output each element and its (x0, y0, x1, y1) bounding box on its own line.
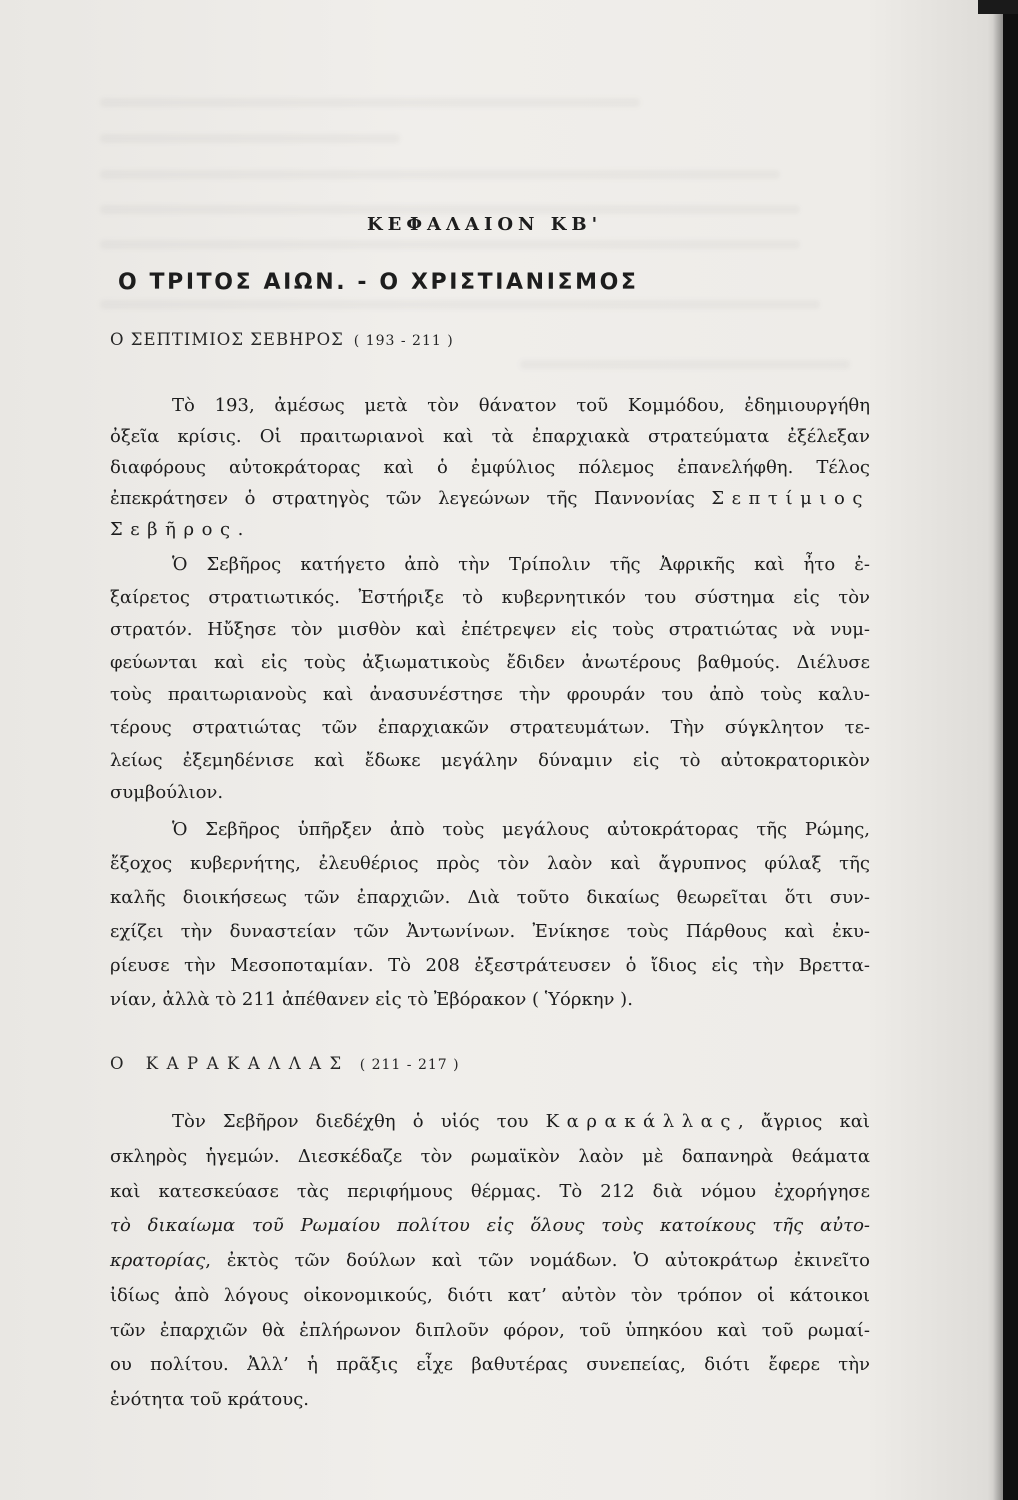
text-run: νίαν, ἀλλὰ τὸ 211 ἀπέθανεν εἰς τὸ Ἐβόρακον ( Ὑόρκην ). (110, 989, 633, 1010)
chapter-number: ΚΕΦΑΛΑΙΟΝ ΚΒ' (367, 214, 603, 235)
text-line (110, 421, 870, 452)
bleed-through-shadow (100, 98, 640, 107)
text-line (110, 614, 870, 647)
text-run: , ἄγριος καὶ (738, 1111, 870, 1132)
text-line (110, 881, 870, 915)
text-run: ἰδίως ἀπὸ λόγους οἰκονομικούς, διότι κατ’ αὐτὸν τὸν τρόπον οἱ κάτοικοι (110, 1284, 870, 1306)
section-heading-name: Ο ΚΑΡΑΚΑΛΛΑΣ (110, 1054, 350, 1073)
bleed-through-shadow (100, 170, 780, 179)
text-line (110, 983, 870, 1017)
italic-text: κρατορίας (110, 1250, 206, 1271)
text-run: ξαίρετος στρατιωτικός. Ἐστήριξε τὸ κυβερνητικόν του σύστημα εἰς τὸν (110, 586, 870, 608)
bleed-through-shadow (520, 360, 850, 369)
text-run: Ὁ Σεβῆρος κατήγετο ἀπὸ τὴν Τρίπολιν τῆς Ἀφρικῆς καὶ ἦτο ἐ- (172, 554, 870, 575)
paragraph (110, 390, 870, 545)
paragraph (110, 549, 870, 810)
text-line (110, 1279, 870, 1314)
text-run: ἑνότητα τοῦ κράτους. (110, 1389, 310, 1410)
spaced-name: Σεβῆρος. (110, 519, 251, 540)
section-heading-dates: ( 211 - 217 ) (359, 1057, 460, 1073)
text-run: φεύωνται καὶ εἰς τοὺς ἀξιωματικοὺς ἔδιδεν ἀνωτέρους βαθμούς. Διέλυσε (110, 651, 870, 673)
text-run: ρίευσε τὴν Μεσοποταμίαν. Τὸ 208 ἐξεστράτευσεν ὁ ἴδιος εἰς τὴν Βρεττα- (110, 955, 870, 976)
text-run: ου πολίτου. Ἀλλ’ ἡ πρᾶξις εἶχε βαθυτέρας συνεπείας, διότι ἔφερε τὴν (110, 1354, 870, 1376)
text-run: σκληρὸς ἡγεμών. Διεσκέδαζε τὸν ρωμαϊκὸν λαὸν μὲ δαπανηρὰ θεάματα (110, 1145, 870, 1167)
text-run: ἔξοχος κυβερνήτης, ἐλευθέριος πρὸς τὸν λαὸν καὶ ἄγρυπνος φύλαξ τῆς (110, 853, 870, 874)
text-line (110, 1175, 870, 1210)
text-line (110, 813, 870, 847)
page-edge-shadow (993, 0, 1003, 1500)
section-heading-septimius-severus (110, 330, 454, 349)
section-heading-caracalla (110, 1054, 460, 1073)
bleed-through-shadow (100, 205, 800, 214)
text-run: ἐπεκράτησεν ὁ στρατηγὸς τῶν λεγεώνων τῆς Παννονίας (110, 488, 712, 509)
spaced-name: Σεπτίμιος (711, 488, 870, 509)
section-heading-dates: ( 193 - 211 ) (353, 333, 454, 349)
text-line (110, 745, 870, 778)
bleed-through-shadow (100, 134, 400, 143)
text-line (110, 452, 870, 483)
text-run: συμβούλιον. (110, 782, 224, 804)
text-line (110, 1140, 870, 1175)
text-line (110, 1105, 870, 1140)
text-run: Ὁ Σεβῆρος ὑπῆρξεν ἀπὸ τοὺς μεγάλους αὐτοκράτορας τῆς Ρώμης, (172, 819, 870, 840)
scan-corner (978, 0, 1018, 14)
text-line (110, 1314, 870, 1349)
text-run: καλῆς διοικήσεως τῶν ἐπαρχιῶν. Διὰ τοῦτο δικαίως θεωρεῖται ὅτι συν- (110, 887, 870, 908)
text-run: διαφόρους αὐτοκράτορας καὶ ὁ ἐμφύλιος πόλεμος ἐπανελήφθη. Τέλος (110, 457, 870, 478)
text-run: τοὺς πραιτωριανοὺς καὶ ἀνασυνέστησε τὴν φρουράν του ἀπὸ τοὺς καλυ- (110, 684, 870, 706)
text-run: ὀξεῖα κρίσις. Οἱ πραιτωριανοὶ καὶ τὰ ἐπαρχιακὰ στρατεύματα ἐξέλεξαν (110, 426, 870, 447)
text-line (110, 514, 870, 545)
text-line (110, 390, 870, 421)
text-run: τέρους στρατιώτας τῶν ἐπαρχιακῶν στρατευμάτων. Τὴν σύγκλητον τε- (110, 716, 870, 738)
text-run: καὶ κατεσκεύασε τὰς περιφήμους θέρμας. Τὸ 212 διὰ νόμου ἐχορήγησε (110, 1180, 870, 1202)
spaced-name: Καρακάλλας (545, 1111, 739, 1132)
text-line (110, 1383, 870, 1418)
text-run: εχίζει τὴν δυναστείαν τῶν Ἀντωνίνων. Ἐνίκησε τοὺς Πάρθους καὶ ἐκυ- (110, 921, 870, 942)
paragraph (110, 1105, 870, 1418)
section-heading-name: Ο ΣΕΠΤΙΜΙΟΣ ΣΕΒΗΡΟΣ (110, 330, 344, 349)
italic-text: τὸ δικαίωμα τοῦ Ρωμαίου πολίτου εἰς ὅλους τοὺς κατοίκους τῆς αὐτο- (110, 1215, 870, 1237)
text-line (110, 1244, 870, 1279)
bleed-through-shadow (100, 300, 820, 309)
text-line (110, 949, 870, 983)
text-line (110, 647, 870, 680)
text-line (110, 712, 870, 745)
text-line (110, 847, 870, 881)
text-line (110, 1209, 870, 1244)
text-line (110, 549, 870, 582)
text-line (110, 483, 870, 514)
text-run: , ἐκτὸς τῶν δούλων καὶ τῶν νομάδων. Ὁ αὐτοκράτωρ ἐκινεῖτο (205, 1250, 870, 1271)
text-run: στρατόν. Ηὔξησε τὸν μισθὸν καὶ ἐπέτρεψεν εἰς τοὺς στρατιώτας νὰ νυμ- (110, 619, 870, 641)
text-run: λείως ἐξεμηδένισε καὶ ἔδωκε μεγάλην δύναμιν εἰς τὸ αὐτοκρατορικὸν (110, 749, 870, 771)
text-run: τῶν ἐπαρχιῶν θὰ ἐπλήρωνον διπλοῦν φόρον, τοῦ ὑπηκόου καὶ τοῦ ρωμαί- (110, 1319, 870, 1341)
text-line (110, 1348, 870, 1383)
text-line (110, 777, 870, 810)
bleed-through-shadow (100, 240, 800, 249)
text-run: Τὸ 193, ἀμέσως μετὰ τὸν θάνατον τοῦ Κομμόδου, ἐδημιουργήθη (172, 395, 870, 416)
text-line (110, 915, 870, 949)
paragraph (110, 813, 870, 1017)
text-line (110, 582, 870, 615)
text-run: Τὸν Σεβῆρον διεδέχθη ὁ υἱός του (172, 1111, 546, 1132)
text-line (110, 679, 870, 712)
chapter-title: Ο ΤΡΙΤΟΣ ΑΙΩΝ. - Ο ΧΡΙΣΤΙΑΝΙΣΜΟΣ (118, 270, 639, 295)
scan-border (1003, 0, 1018, 1500)
